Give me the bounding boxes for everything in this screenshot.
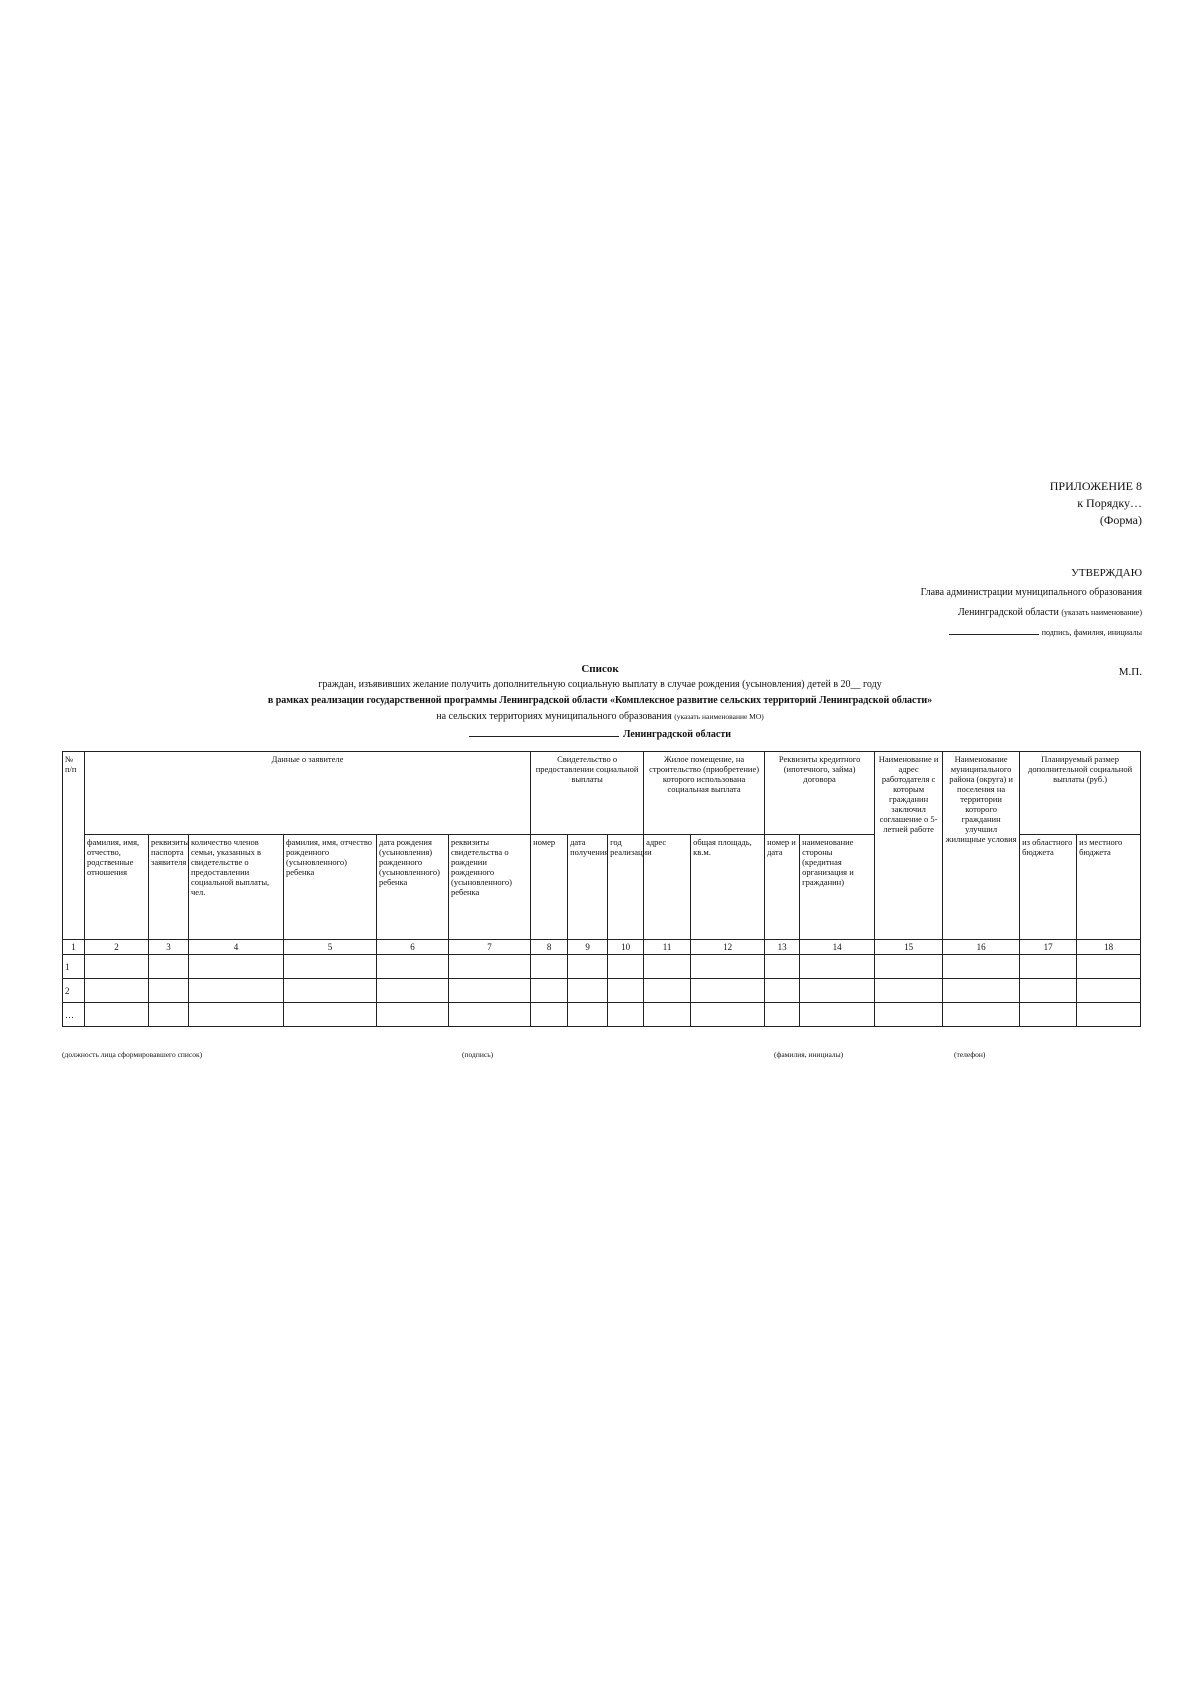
column-number: 4 <box>189 940 284 955</box>
column-number: 15 <box>875 940 943 955</box>
approval-line-2 <box>921 603 1142 623</box>
header-district: Наименование муниципального района (округа) и поселения на территории которого гражданин улучшил жилищные условия <box>943 752 1020 940</box>
title-line-3-note: (указать наименование МО) <box>674 712 764 721</box>
column-number: 2 <box>85 940 149 955</box>
table-row <box>63 979 1141 1003</box>
sign-name: (фамилия, инициалы) <box>774 1050 844 1059</box>
subheader-cell: дата рождения (усыновления) рожденного (усыновленного) ребенка <box>377 835 449 940</box>
header-amount: Планируемый размер дополнительной социальной выплаты (руб.) <box>1020 752 1141 835</box>
column-number: 5 <box>284 940 377 955</box>
appendix-number: ПРИЛОЖЕНИЕ 8 <box>1049 479 1142 493</box>
document-title <box>60 661 1140 743</box>
table-row <box>63 955 1141 979</box>
approval-block <box>921 563 1142 643</box>
approval-heading: УТВЕРЖДАЮ <box>1071 567 1142 579</box>
column-number-row <box>63 940 1141 955</box>
subheader-cell: фамилия, имя, отчество рожденного (усыновленного) ребенка <box>284 835 377 940</box>
header-credit: Реквизиты кредитного (ипотечного, займа) договора <box>765 752 875 835</box>
column-number: 12 <box>691 940 765 955</box>
title-line-3 <box>60 709 1140 725</box>
title-line-2: в рамках реализации государственной программы Ленинградской области «Комплексное развитие сельских территорий Ленинградской области» <box>267 695 933 706</box>
subheader-cell: номер <box>531 835 568 940</box>
approval-region: Ленинградской области <box>957 607 1059 618</box>
column-number: 3 <box>149 940 189 955</box>
subheader-cell: реквизиты паспорта заявителя <box>149 835 189 940</box>
subheader-cell: количество членов семьи, указанных в свидетельстве о предоставлении социальной выплаты, чел. <box>189 835 284 940</box>
sign-position: (должность лица сформировавшего список) <box>62 1050 203 1059</box>
column-number: 6 <box>377 940 449 955</box>
appendix-form: (Форма) <box>1099 513 1142 527</box>
row-number: 1 <box>63 955 85 979</box>
stamp-place: М.П. <box>1118 666 1142 678</box>
header-housing: Жилое помещение, на строительство (приобретение) которого использована социальная выплата <box>644 752 765 835</box>
row-number: … <box>63 1003 85 1027</box>
signature-blank <box>949 623 1039 635</box>
column-number: 16 <box>943 940 1020 955</box>
sign-phone: (телефон) <box>954 1050 986 1059</box>
title-line-1: граждан, изъявивших желание получить дополнительную социальную выплату в случае рождения (усыновления) детей в 20__ году <box>318 679 882 690</box>
column-number: 11 <box>644 940 691 955</box>
column-number: 18 <box>1077 940 1141 955</box>
table-row <box>63 1003 1141 1027</box>
approval-signature-note: подпись, фамилия, инициалы <box>1041 628 1142 637</box>
approval-line-3 <box>921 623 1142 643</box>
approval-region-note: (указать наименование) <box>1061 608 1142 617</box>
mo-blank <box>469 725 619 737</box>
column-number: 10 <box>608 940 644 955</box>
column-number: 8 <box>531 940 568 955</box>
title-line-3-text: на сельских территориях муниципального образования <box>436 711 672 722</box>
column-number: 14 <box>800 940 875 955</box>
approval-line-1: Глава администрации муниципального образования <box>920 587 1142 598</box>
subheader-cell: фамилия, имя, отчество, родственные отношения <box>85 835 149 940</box>
column-number: 7 <box>449 940 531 955</box>
title-line-4-text: Ленинградской области <box>622 729 732 740</box>
subheader-cell: номер и дата <box>765 835 800 940</box>
subheader-cell: общая площадь, кв.м. <box>691 835 765 940</box>
title-main: Список <box>581 663 619 675</box>
appendix-order: к Порядку… <box>1077 496 1142 510</box>
subheader-cell: реквизиты свидетельства о рождении рожденного (усыновленного) ребенка <box>449 835 531 940</box>
list-table <box>62 751 1141 1027</box>
column-number: 1 <box>63 940 85 955</box>
subheader-cell: наименование стороны (кредитная организация и гражданин) <box>800 835 875 940</box>
subheader-cell: адрес <box>644 835 691 940</box>
header-employer: Наименование и адрес работодателя с которым гражданин заключил соглашение о 5-летней работе <box>875 752 943 940</box>
subheader-cell: год реализации <box>608 835 644 940</box>
column-number: 9 <box>568 940 608 955</box>
signature-line <box>62 1050 1140 1064</box>
column-number: 13 <box>765 940 800 955</box>
subheader-cell: из местного бюджета <box>1077 835 1141 940</box>
row-number: 2 <box>63 979 85 1003</box>
title-line-4 <box>60 725 1140 743</box>
appendix-block <box>1050 478 1142 529</box>
column-number: 17 <box>1020 940 1077 955</box>
header-certificate: Свидетельство о предоставлении социальной выплаты <box>531 752 644 835</box>
header-num: № п/п <box>63 752 85 940</box>
header-applicant: Данные о заявителе <box>85 752 531 835</box>
subheader-cell: из областного бюджета <box>1020 835 1077 940</box>
sign-signature: (подпись) <box>462 1050 494 1059</box>
subheader-cell: дата получения <box>568 835 608 940</box>
